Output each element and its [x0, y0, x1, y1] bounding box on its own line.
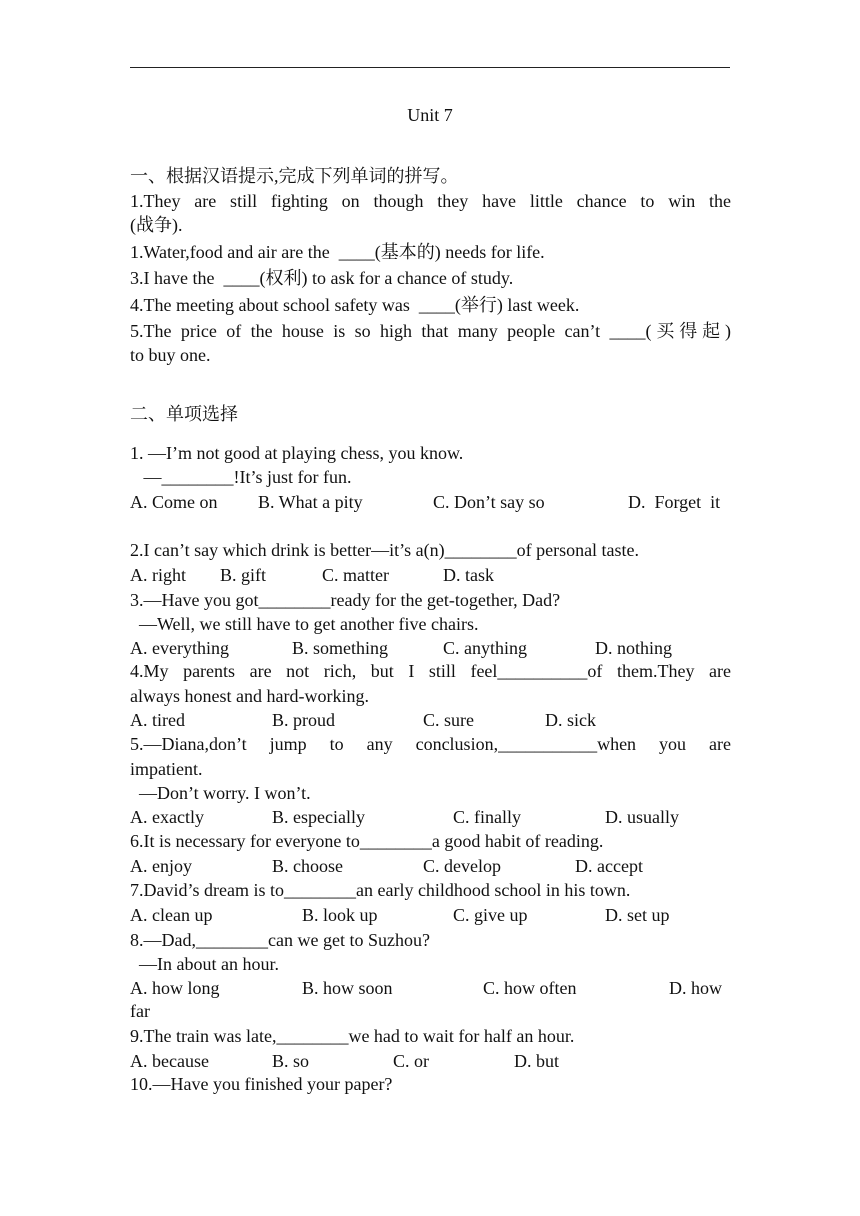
- s2-q6-line1: 6.It is necessary for everyone to________a good habit of reading.: [130, 831, 604, 851]
- option-a: A. how long: [130, 978, 220, 998]
- option-a: A. Come on: [130, 492, 218, 512]
- s2-q2-options: [130, 564, 731, 586]
- s2-q6-options: [130, 855, 731, 877]
- option-c: C. finally: [453, 807, 521, 827]
- option-b: B. What a pity: [258, 492, 363, 512]
- option-c: C. give up: [453, 905, 528, 925]
- option-c: C. anything: [443, 638, 527, 658]
- s2-q5-line3: —Don’t worry. I won’t.: [130, 783, 311, 803]
- option-d: D. accept: [575, 856, 643, 876]
- s2-q3-options: [130, 637, 731, 659]
- option-c: C. or: [393, 1051, 429, 1071]
- option-d: D. usually: [605, 807, 679, 827]
- section2-heading: 二、单项选择: [130, 404, 238, 424]
- option-b: B. gift: [220, 565, 267, 585]
- s2-q3-line2: —Well, we still have to get another five chairs.: [130, 614, 479, 634]
- s2-q9-line1: 9.The train was late,________we had to wait for half an hour.: [130, 1026, 575, 1046]
- section1-heading: 一、根据汉语提示,完成下列单词的拼写。: [130, 166, 459, 186]
- option-c: C. matter: [322, 565, 389, 585]
- s1-q3: 3.I have the ____(权利) to ask for a chance of study.: [130, 268, 514, 288]
- page-title: Unit 7: [407, 105, 453, 125]
- s2-q2-line1: 2.I can’t say which drink is better—it’s a(n)________of personal taste.: [130, 540, 640, 560]
- option-b: B. so: [272, 1051, 310, 1071]
- s2-q8-line1: 8.—Dad,________can we get to Suzhou?: [130, 930, 430, 950]
- option-d: D. task: [443, 565, 494, 585]
- header-rule: [130, 67, 730, 68]
- option-d: D. sick: [545, 710, 596, 730]
- s2-q5-options: [130, 806, 731, 828]
- option-b: B. something: [292, 638, 389, 658]
- option-b: B. look up: [302, 905, 378, 925]
- s2-q4-options: [130, 709, 731, 731]
- s2-q7-line1: 7.David’s dream is to________an early childhood school in his town.: [130, 880, 631, 900]
- s2-q9-options: [130, 1050, 731, 1072]
- option-a: A. enjoy: [130, 856, 192, 876]
- s2-q4-line2: always honest and hard-working.: [130, 686, 369, 706]
- s2-q1-options: [130, 491, 731, 513]
- option-a: A. because: [130, 1051, 209, 1071]
- option-b: B. proud: [272, 710, 335, 730]
- s2-q5-line2: impatient.: [130, 759, 203, 779]
- s2-q1-line2: —________!It’s just for fun.: [130, 467, 352, 487]
- s1-q4: 4.The meeting about school safety was ____(举行) last week.: [130, 295, 580, 315]
- option-d: D. but: [514, 1051, 559, 1071]
- option-b: B. how soon: [302, 978, 393, 998]
- s2-q8-line2: —In about an hour.: [130, 954, 279, 974]
- s2-q1-line1: 1. —I’m not good at playing chess, you know.: [130, 443, 464, 463]
- s1-q2: 1.Water,food and air are the ____(基本的) needs for life.: [130, 242, 545, 262]
- s1-q5-line1: 5.The price of the house is so high that many people can’t ____(买得起): [130, 321, 731, 341]
- option-a: A. everything: [130, 638, 229, 658]
- s1-q1-line1: 1.They are still fighting on though they have little chance to win the: [130, 191, 731, 211]
- option-b: B. especially: [272, 807, 365, 827]
- option-a: A. right: [130, 565, 186, 585]
- option-b: B. choose: [272, 856, 343, 876]
- option-d: D. how: [669, 978, 722, 998]
- s1-q1-line2: (战争).: [130, 215, 183, 235]
- option-c: C. Don’t say so: [433, 492, 545, 512]
- s2-q10-line1: 10.—Have you finished your paper?: [130, 1074, 393, 1094]
- option-d: D. set up: [605, 905, 670, 925]
- s1-q5-line2: to buy one.: [130, 345, 211, 365]
- option-d: D. nothing: [595, 638, 673, 658]
- option-d: D. Forget it: [628, 492, 721, 512]
- option-c: C. how often: [483, 978, 577, 998]
- option-a: A. tired: [130, 710, 185, 730]
- option-a: A. exactly: [130, 807, 204, 827]
- s2-q8-options: [130, 977, 731, 999]
- option-a: A. clean up: [130, 905, 213, 925]
- s2-q3-line1: 3.—Have you got________ready for the get-together, Dad?: [130, 590, 561, 610]
- s2-q8-wrap: far: [130, 1001, 150, 1021]
- option-c: C. sure: [423, 710, 474, 730]
- s2-q5-line1: 5.—Diana,don’t jump to any conclusion,___________when you are: [130, 734, 731, 754]
- s2-q7-options: [130, 904, 731, 926]
- s2-q4-line1: 4.My parents are not rich, but I still feel__________of them.They are: [130, 661, 731, 681]
- option-c: C. develop: [423, 856, 501, 876]
